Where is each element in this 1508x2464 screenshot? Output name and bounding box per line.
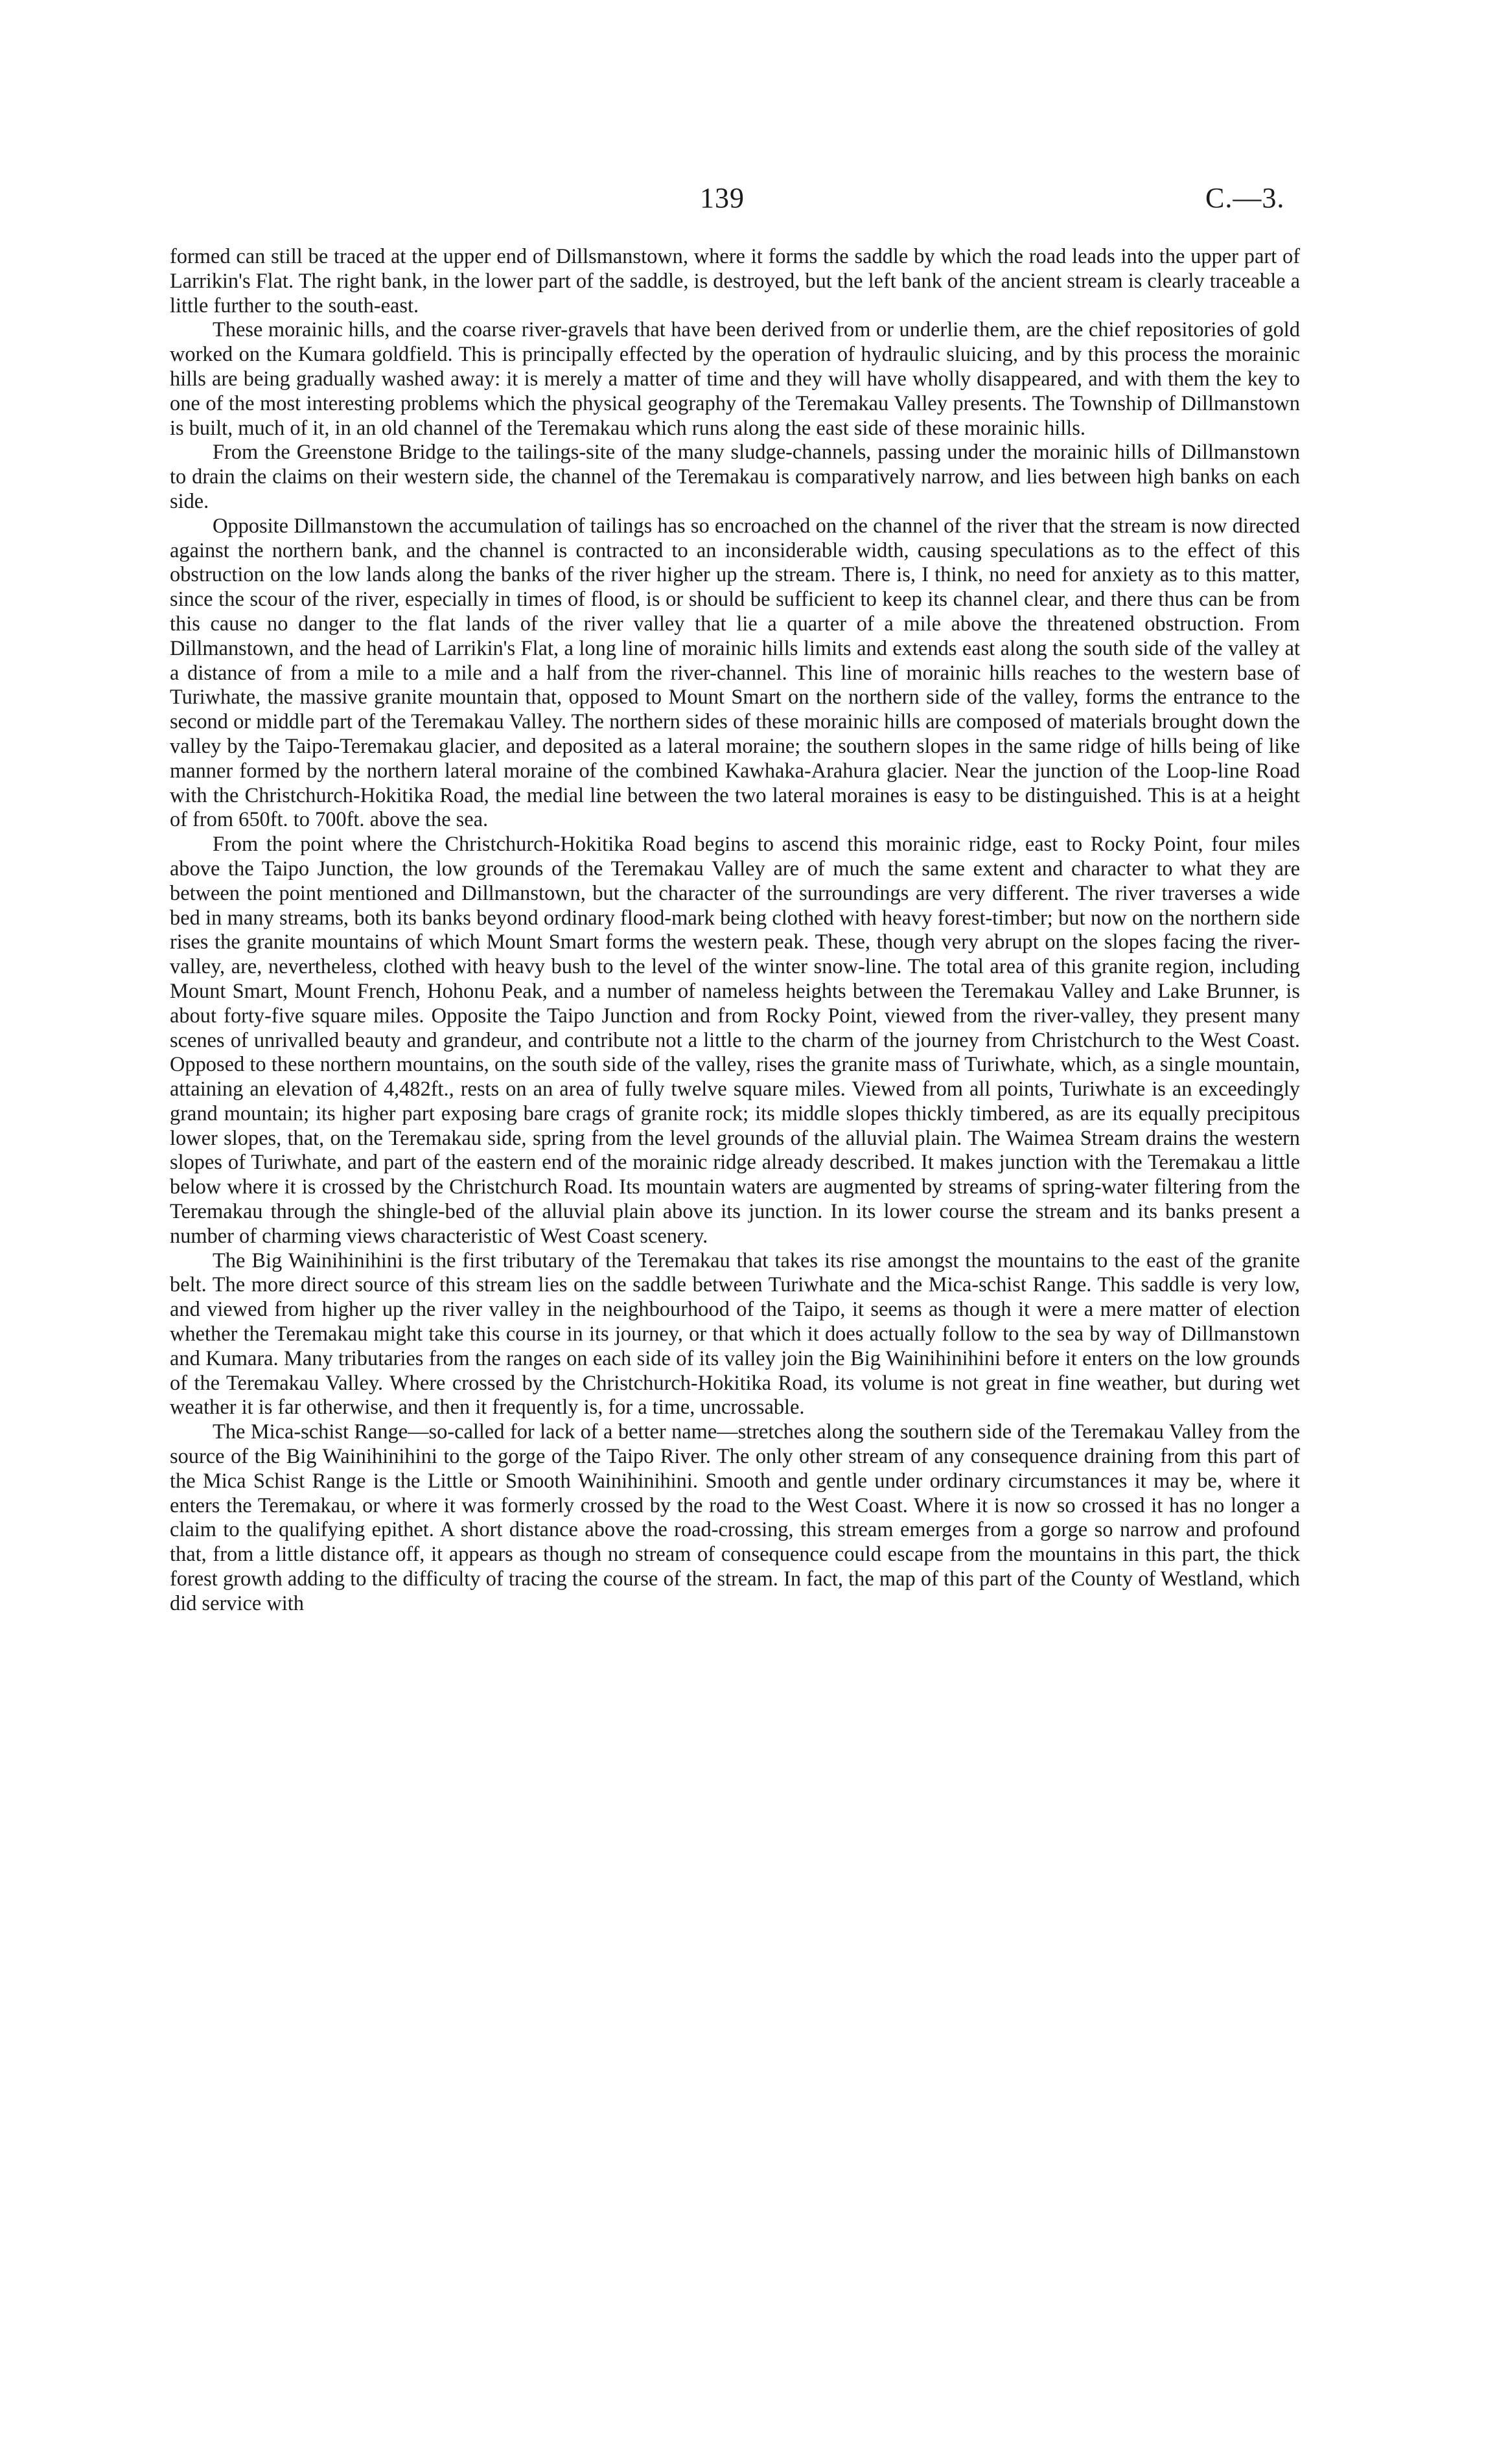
paragraph: From the Greenstone Bridge to the tailings-site of the many sludge-channels, passing under the morainic hills of Dillmanstown to drain the claims on their western side, the channel of the Teremakau is comparatively narrow, and lies between high banks on each side. xyxy=(170,441,1300,513)
paragraph: The Big Wainihinihini is the first tributary of the Teremakau that takes its rise amongst the mountains to the east of the granite belt. The more direct source of this stream lies on the saddle between Turiwhate and the Mica-schist Range. This saddle is very low, and viewed from higher up the river valley in the neighbourhood of the Taipo, it seems as though it were a mere matter of election whether the Teremakau might take this course in its journey, or that which it does actually follow to the sea by way of Dillmanstown and Kumara. Many tributaries from the ranges on each side of its valley join the Big Wainihinihini before it enters on the low grounds of the Teremakau Valley. Where crossed by the Christchurch-Hokitika Road, its volume is not great in fine weather, but during wet weather it is far otherwise, and then it frequently is, for a time, uncrossable. xyxy=(170,1249,1300,1420)
paragraph: From the point where the Christchurch-Hokitika Road begins to ascend this morainic ridge, east to Rocky Point, four miles above the Taipo Junction, the low grounds of the Teremakau Valley are of much the same extent and character to what they are between the point mentioned and Dillmanstown, but the character of the surroundings are very different. The river traverses a wide bed in many streams, both its banks beyond ordinary flood-mark being clothed with heavy forest-timber; but now on the northern side rises the granite mountains of which Mount Smart forms the western peak. These, though very abrupt on the slopes facing the river-valley, are, nevertheless, clothed with heavy bush to the level of the winter snow-line. The total area of this granite region, including Mount Smart, Mount French, Hohonu Peak, and a number of nameless heights between the Teremakau Valley and Lake Brunner, is about forty-five square miles. Opposite the Taipo Junction and from Rocky Point, viewed from the river-valley, they present many scenes of unrivalled beauty and grandeur, and contribute not a little to the charm of the journey from Christchurch to the West Coast. Opposed to these northern mountains, on the south side of the valley, rises the granite mass of Turiwhate, which, as a single mountain, attaining an elevation of 4,482ft., rests on an area of fully twelve square miles. Viewed from all points, Turiwhate is an exceedingly grand mountain; its higher part exposing bare crags of granite rock; its middle slopes thickly timbered, as are its equally precipitous lower slopes, that, on the Teremakau side, spring from the level grounds of the alluvial plain. The Waimea Stream drains the western slopes of Turiwhate, and part of the eastern end of the morainic ridge already described. It makes junction with the Teremakau a little below where it is crossed by the Christchurch Road. Its mountain waters are augmented by streams of spring-water filtering from the Teremakau through the shingle-bed of the alluvial plain above its junction. In its lower course the stream and its banks present a number of charming views characteristic of West Coast scenery. xyxy=(170,833,1300,1248)
paragraph: The Mica-schist Range—so-called for lack of a better name—stretches along the southern side of the Teremakau Valley from the source of the Big Wainihinihini to the gorge of the Taipo River. The only other stream of any consequence draining from this part of the Mica Schist Range is the Little or Smooth Wainihinihini. Smooth and gentle under ordinary circumstances it may be, where it enters the Teremakau, or where it was formerly crossed by the road to the West Coast. Where it is now so crossed it has no longer a claim to the qualifying epithet. A short distance above the road-crossing, this stream emerges from a gorge so narrow and profound that, from a little distance off, it appears as though no stream of consequence could escape from the mountains in this part, the thick forest growth adding to the difficulty of tracing the course of the stream. In fact, the map of this part of the County of Westland, which did service with xyxy=(170,1420,1300,1615)
page-header xyxy=(0,181,1508,220)
body-text xyxy=(170,245,1300,1617)
document-reference: C.—3. xyxy=(1205,182,1285,214)
page-number: 139 xyxy=(700,182,745,214)
paragraph: These morainic hills, and the coarse river-gravels that have been derived from or underlie them, are the chief repositories of gold worked on the Kumara goldfield. This is principally effected by the operation of hydraulic sluicing, and by this process the morainic hills are being gradually washed away: it is merely a matter of time and they will have wholly disappeared, and with them the key to one of the most interesting problems which the physical geography of the Teremakau Valley presents. The Township of Dillmanstown is built, much of it, in an old channel of the Teremakau which runs along the east side of these morainic hills. xyxy=(170,318,1300,440)
paragraph: Opposite Dillmanstown the accumulation of tailings has so encroached on the channel of the river that the stream is now directed against the northern bank, and the channel is contracted to an inconsiderable width, causing speculations as to the effect of this obstruction on the low lands along the banks of the river higher up the stream. There is, I think, no need for anxiety as to this matter, since the scour of the river, especially in times of flood, is or should be sufficient to keep its channel clear, and there thus can be from this cause no danger to the flat lands of the river valley that lie a quarter of a mile above the threatened obstruction. From Dillmanstown, and the head of Larrikin's Flat, a long line of morainic hills limits and extends east along the south side of the valley at a distance of from a mile to a mile and a half from the river-channel. This line of morainic hills reaches to the western base of Turiwhate, the massive granite mountain that, opposed to Mount Smart on the northern side of the valley, forms the entrance to the second or middle part of the Teremakau Valley. The northern sides of these morainic hills are composed of materials brought down the valley by the Taipo-Teremakau glacier, and deposited as a lateral moraine; the southern slopes in the same ridge of hills being of like manner formed by the northern lateral moraine of the combined Kawhaka-Arahura glacier. Near the junction of the Loop-line Road with the Christchurch-Hokitika Road, the medial line between the two lateral moraines is easy to be distinguished. This is at a height of from 650ft. to 700ft. above the sea. xyxy=(170,514,1300,832)
paragraph: formed can still be traced at the upper end of Dillsmanstown, where it forms the saddle by which the road leads into the upper part of Larrikin's Flat. The right bank, in the lower part of the saddle, is destroyed, but the left bank of the ancient stream is clearly traceable a little further to the south-east. xyxy=(170,245,1300,317)
